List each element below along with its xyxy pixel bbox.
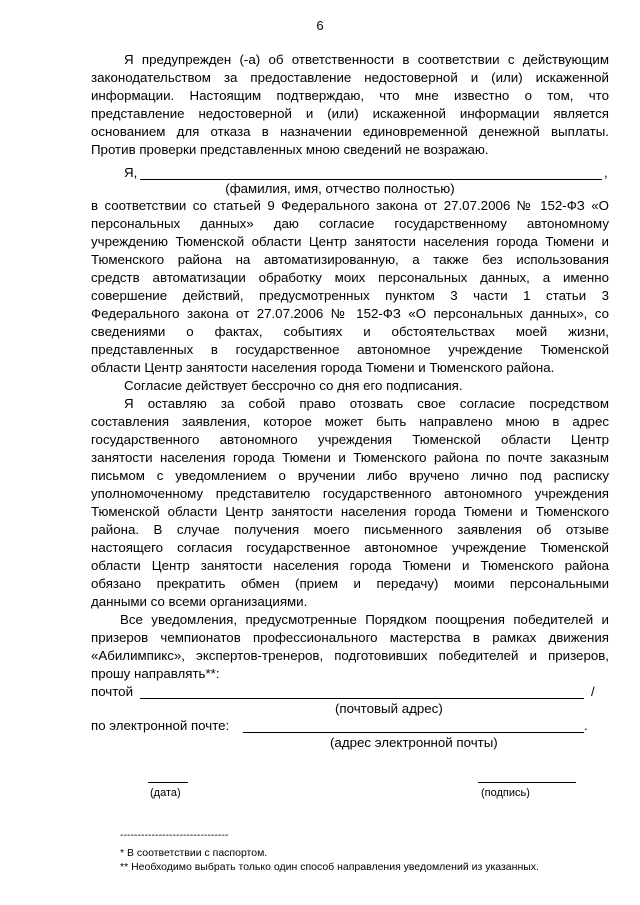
revoke-line: района. В случае получения моего письменного заявления об отзыве	[91, 522, 609, 537]
warning-line: законодательством за предоставление недостоверной и (или) искаженной	[91, 70, 609, 85]
fio-blank-line[interactable]	[140, 179, 602, 180]
revoke-line: Я оставляю за собой право отозвать свое согласие посредством	[124, 396, 609, 411]
consent-line: сведениями о фактах, событиях и обстоятельствах моей жизни,	[91, 324, 609, 339]
consent-line: персональных данных» даю согласие государственному автономному	[91, 216, 609, 231]
consent-intro-suffix: ,	[604, 165, 608, 180]
postal-address-line[interactable]	[140, 698, 584, 699]
consent-line: представленных в государственное автономное учреждение Тюменской	[91, 342, 609, 357]
consent-line: в соответствии со статьей 9 Федерального закона от 27.07.2006 № 152-ФЗ «О	[91, 198, 609, 213]
revoke-line: составления заявления, которое может быть направлено мною в адрес	[91, 414, 609, 429]
notify-line: призеров чемпионатов профессионального мастерства в рамках движения	[91, 630, 609, 645]
warning-line: Против проверки представленных мною сведений не возражаю.	[91, 142, 489, 157]
revoke-line: занятости населения города Тюмени и Тюменского района по почте заказным	[91, 450, 609, 465]
revoke-line: государственного автономного учреждения Тюменской области Центр	[91, 432, 609, 447]
fio-caption: (фамилия, имя, отчество полностью)	[225, 181, 455, 196]
signature-line[interactable]	[478, 782, 576, 783]
consent-line: Федерального закона от 27.07.2006 № 152-ФЗ «О персональных данных», со	[91, 306, 609, 321]
footnote-1: * В соответствии с паспортом.	[120, 847, 268, 859]
postal-address-caption: (почтовый адрес)	[335, 701, 443, 716]
footnote-rule: -------------------------------	[120, 829, 229, 841]
consent-line: области Центр занятости населения города Тюмени и Тюменского района.	[91, 360, 555, 375]
notify-line: «Абилимпикс», экспертов-тренеров, подготовивших победителей и призеров,	[91, 648, 609, 663]
consent-line: средств автоматизации обработку моих персональных данных, а именно	[91, 270, 609, 285]
post-label: почтой	[91, 684, 133, 699]
revoke-line: уполномоченному представителю государственного автономного учреждения	[91, 486, 609, 501]
revoke-line: обязано прекратить обмен (прием и передачу) моими персональными	[91, 576, 609, 591]
page-number: 6	[316, 18, 324, 33]
date-line[interactable]	[148, 782, 188, 783]
signature-caption: (подпись)	[481, 787, 530, 799]
consent-line: Тюменского района на автоматизированную, а также без использования	[91, 252, 609, 267]
email-label: по электронной почте:	[91, 718, 230, 733]
consent-intro-prefix: Я,	[124, 165, 138, 180]
revoke-line: данными со всеми организациями.	[91, 594, 308, 609]
warning-line: Я предупрежден (-а) об ответственности в соответствии с действующим	[124, 52, 609, 67]
revoke-line: Тюменской области Центр занятости населения города Тюмени и Тюменского	[91, 504, 609, 519]
validity-line: Согласие действует бессрочно со дня его подписания.	[124, 378, 463, 393]
revoke-line: настоящего согласия государственное автономное учреждение Тюменской	[91, 540, 609, 555]
notify-line: прошу направлять**:	[91, 666, 220, 681]
consent-line: учреждению Тюменской области Центр занятости населения города Тюмени и	[91, 234, 609, 249]
email-suffix: .	[584, 718, 588, 733]
warning-line: представление недостоверной и (или) искаженной информации является	[91, 106, 609, 121]
revoke-line: области Центр занятости населения города Тюмени и Тюменского района	[91, 558, 609, 573]
revoke-line: письмом с уведомлением о вручении либо вручено лично под расписку	[91, 468, 609, 483]
footnote-2: ** Необходимо выбрать только один способ направления уведомлений из указанных.	[120, 861, 539, 873]
email-address-caption: (адрес электронной почты)	[330, 735, 498, 750]
date-caption: (дата)	[150, 787, 181, 799]
warning-line: информации. Настоящим подтверждаю, что мне известно о том, что	[91, 88, 609, 103]
notify-line: Все уведомления, предусмотренные Порядком поощрения победителей и	[120, 612, 609, 627]
consent-line: совершение действий, предусмотренных пунктом 3 части 1 статьи 3	[91, 288, 609, 303]
email-address-line[interactable]	[243, 732, 584, 733]
warning-line: основанием для отказа в назначении единовременной денежной выплаты.	[91, 124, 609, 139]
post-suffix: /	[591, 684, 595, 699]
